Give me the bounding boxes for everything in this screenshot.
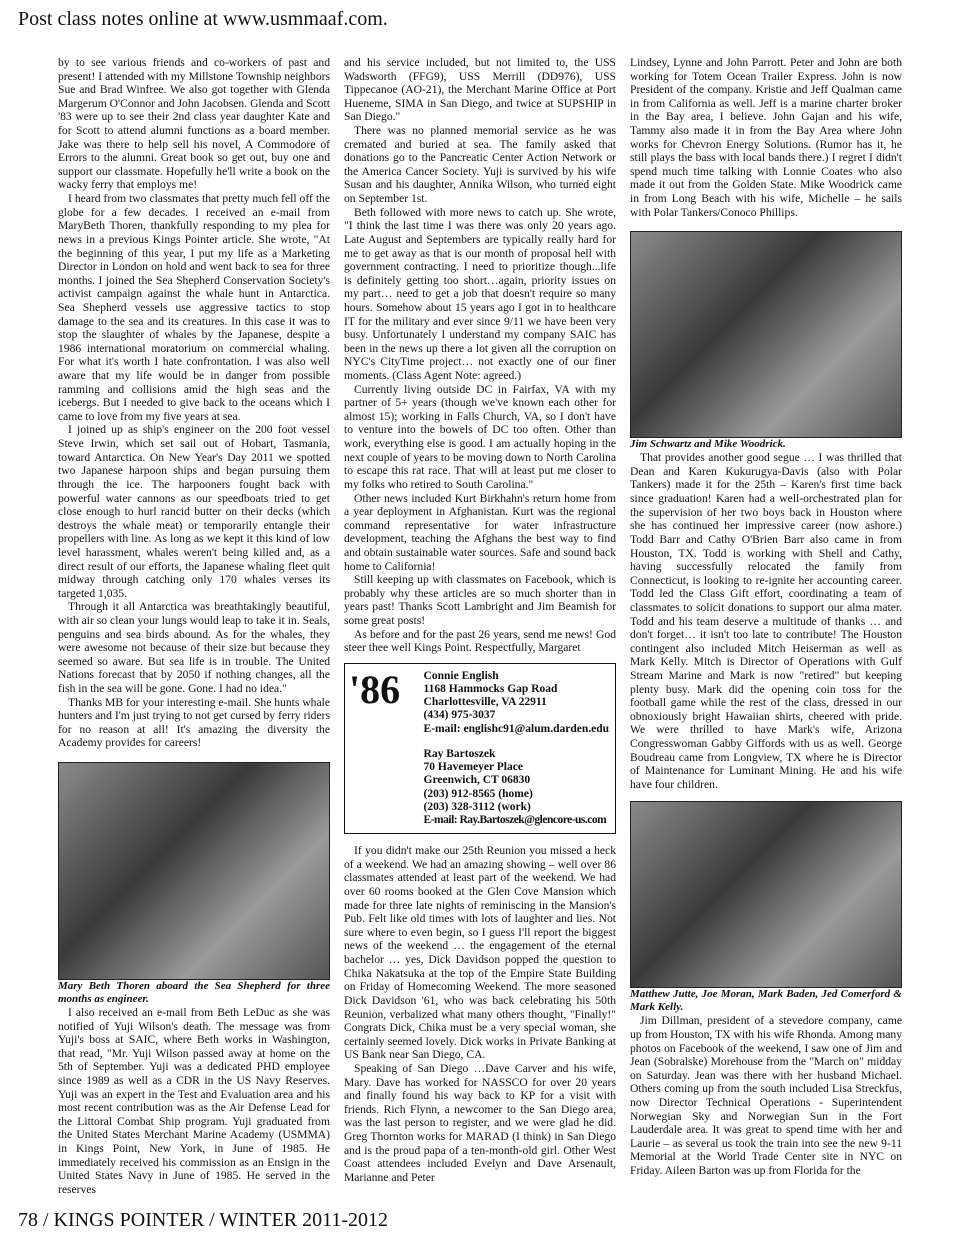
- class-agent-box: [344, 663, 616, 834]
- paragraph: Other news included Kurt Birkhahn's return home from a year deployment in Afghanistan. Kurt was the regional command representative for water infrastructure development, teaching the Afghans the best way to find and obtain sustainable water sources. Safe and sound back home to California!: [344, 491, 616, 573]
- photo-mary-beth-thoren: [58, 762, 330, 980]
- paragraph: If you didn't make our 25th Reunion you missed a heck of a weekend. We had an amazing showing – well over 86 classmates attended at least part of the weekend. We had over 60 rooms booked at the Glen Cove Mansion which made for three late nights of reminiscing in the Mansion's Pub. Felt like old times with lots of laughter and lies. Not sure where to even begin, so I guess I'll report the biggest news of the weekend … the engagement of the eternal bachelor … yes, Dick Davidson popped the question to Chika Nakatsuka at the top of the Empire State Building on Friday of Homecoming Weekend. The more seasoned Dick Davidson '61, who was back celebrating his 50th Reunion, verbalized what many others thought, "Finally!" Congrats Dick, Chika must be a very special woman, she certainly seemed lovely. Dick works in Private Banking at US Bank near San Diego, CA.: [344, 844, 616, 1062]
- paragraph: As before and for the past 26 years, send me news! God steer thee well Kings Point. Respectfully, Margaret: [344, 627, 616, 655]
- spacer: [424, 736, 609, 748]
- class-year: '86: [349, 666, 401, 712]
- paragraph: Through it all Antarctica was breathtakingly beautiful, with air so clean your lungs would leap to take it in. Seals, penguins and sea birds abound. As for the whales, they were awesome not because of their size but because they seemed so aware. But sea life is in trouble. The United Nations forecast that by 2050 if nothing changes, all the fish in the sea will be gone. Gone. I had no idea.": [58, 600, 330, 696]
- paragraph: That provides another good segue … I was thrilled that Dean and Karen Kukurugya-Davis (also with Polar Tankers) made it for the 25th – Karen's first time back since graduation! Karen had a well-orchestrated plan for the supervision of her two boys back in Houston where she has continued her impressive career (now ashore.) Todd Barr and Cathy O'Brien Barr also came in from Houston, TX. Todd is working with Shell and Cathy, having successfully relocated the family from Connecticut, is looking to re-ignite her accounting career. Todd led the Class Gift effort, coordinating a team of classmates to solicit donations to support our alma mater. Todd and his team deserve a multitude of thanks … and don't forget… it isn't too late to contribute! The Houston contingent also included Mitch Heiserman as well as Mark Kelly. Mitch is Director of Operations with Gulf Stream Marine and Mark is now "retired" but keeping plenty busy. Mark did the opening coin toss for the football game while the rest of the class, dressed in our obnoxiously bright Hawaiian shirts, cheered with pride. We were thrilled to have Mark's wife, Arizona Congresswoman Gabby Giffords with us as well. George Boudreau came from Longview, TX where he is Director of Maintenance for Luminant Mining. He and his wife have four children.: [630, 451, 902, 791]
- paragraph: and his service included, but not limited to, the USS Wadsworth (FFG9), USS Merrill (DD976), USS Tippecanoe (AO-21), the Merchant Marine Office at Port Hueneme, SIMA in San Diego, and twice at SUPSHIP in San Diego.": [344, 56, 616, 124]
- photo-classmates-group: [630, 801, 902, 988]
- contact-line: 70 Havemeyer Place: [423, 761, 523, 774]
- contact-email: E-mail: englishc91@alum.darden.edu: [423, 722, 609, 735]
- page-header: Post class notes online at www.usmmaaf.com.: [18, 8, 388, 30]
- photo-schwartz-woodrick: [630, 231, 902, 438]
- column-2: [344, 56, 616, 1184]
- paragraph: There was no planned memorial service as he was cremated and buried at sea. The family asked that donations go to the Pancreatic Center Action Network or the America Cancer Society. Yuji is survived by his wife Susan and his daughter, Annika Wilson, who turned eight on September 1st.: [344, 124, 616, 206]
- paragraph: Beth followed with more news to catch up. She wrote, "I think the last time I was there was only 20 years ago. Late August and Septembers are typically really hard for me to get away as that is our month of proposal hell with government contracting. I need to prioritize though...life is definitely getting too short…again, priority issues on my part… need to get a job that doesn't require so many hours. Somehow about 15 years ago I got in to healthcare IT for the military and ever since 9/11 we have been very busy. Unfortunately I understand my company SAIC has been in the news up there a lot given all the corruption on NYC's CityTime project… not exactly one of our finer moments. (Class Agent Note: agreed.): [344, 205, 616, 383]
- contact-info: [424, 670, 609, 827]
- contact-line: Ray Bartoszek: [423, 747, 496, 760]
- paragraph: I joined up as ship's engineer on the 200 foot vessel Steve Irwin, which set sail out of Hobart, Tasmania, toward Antarctica. On New Year's Day 2011 we spotted two Japanese harpoon ships and began pursuing them through the ice. The harpooners fought back with powerful water cannons as our speedboats tried to get close enough to hurl rancid butter on their decks (which destroys the whale meat) or temporarily entangle their propellers with line. As long as we kept it this kind of low level harassment, whales weren't being killed and, as a direct result of our efforts, the Japanese whaling fleet quit midway through catching only 170 whales verses its targeted 1,035.: [58, 423, 330, 600]
- photo-caption: Matthew Jutte, Joe Moran, Mark Baden, Jed Comerford & Mark Kelly.: [630, 988, 902, 1014]
- paragraph: by to see various friends and co-workers of past and present! I attended with my Millstone Township neighbors Sue and Brad Winfree. We also got together with Glenda Margerum O'Connor and John Jacobsen. Glenda and Scott '83 were up to see their 2nd class year daughter Kate and for Scott to attend alumni functions as a board member. Jake was there to help sell his novel, A Commodore of Errors to the alumni. Great book so get out, buy one and support our classmate. Hopefully he'll write a book on the wacky ferry that employs me!: [58, 56, 330, 192]
- photo-caption: Mary Beth Thoren aboard the Sea Shepherd for three months as engineer.: [58, 980, 330, 1005]
- paragraph: Still keeping up with classmates on Facebook, which is probably why these articles are so much shorter than in years past! Thanks Scott Lambright and Jim Beamish for some great posts!: [344, 573, 616, 627]
- paragraph: Thanks MB for your interesting e-mail. She hunts whale hunters and I'm just trying to not get cursed by ferry riders for no reason at all! It's amazing the diversity the Academy provides for careers!: [58, 695, 330, 750]
- contact-line: 1168 Hammocks Gap Road: [423, 683, 558, 696]
- contact-email: E-mail: Ray.Bartoszek@glencore-us.com: [423, 814, 607, 826]
- paragraph: I heard from two classmates that pretty much fell off the globe for a few decades. I received an e-mail from MaryBeth Thoren, thankfully responding to my plea for news in a previous Kings Pointer article. She wrote, "At the beginning of this year, I put my life as a Marketing Director in London on hold and went back to sea for three months. I joined the Sea Shepherd Conservation Society's activist campaign against the whale hunt in Antarctica. Sea Shepherd vessels use aggressive tactics to stop damage to the sea and its creatures. In this case it was to stop the slaughter of whales by the Japanese, despite a 1986 international moratorium on commercial whaling. For what it's worth I hate confrontation. I was also well aware that my life would be in danger from possible ramming and collisions amid the high seas and the icebergs. But I needed to give back to the oceans which I came to love from my five years at sea.: [58, 192, 330, 423]
- column-1: [58, 56, 330, 1196]
- column-3: [630, 56, 902, 1178]
- paragraph: Lindsey, Lynne and John Parrott. Peter and John are both working for Totem Ocean Trailer Express. John is now President of the company. Kristie and Jeff Qualman came in from California as well. Jeff is a marine charter broker in the Bay area, I believe. John Gajan and his wife, Tammy also made it in from the Bay Area where John works for Chevron Energy Solutions. (Rumor has it, he still plays the bass with local bands there.) I regret I didn't spend much time talking with Lonnie Coates who also made it out from the Golden State. Mike Woodrick came in from Long Beach with his wife, Michelle – he sails with Polar Tankers/Conoco Phillips.: [630, 56, 902, 219]
- contact-line: Charlottesville, VA 22911: [423, 696, 547, 709]
- paragraph: Speaking of San Diego …Dave Carver and his wife, Mary. Dave has worked for NASSCO for over 20 years and finally found his way back to KP for a visit with friends. Rich Flynn, a newcomer to the San Diego area, was the last person to register, and we were glad he did. Greg Thornton works for MARAD (I think) in San Diego and is the proud papa of a ten-month-old girl. Other West Coast attendees included Evelyn and Dave Arsenault, Marianne and Peter: [344, 1061, 616, 1184]
- paragraph: Jim Dillman, president of a stevedore company, came up from Houston, TX with his wife Rhonda. Among many photos on Facebook of the weekend, I saw one of Jim and Jean (Sobralske) Morehouse from the "March on" midday on Saturday. Jean was there with her husband Michael. Others coming up from the south included Lisa Streckfus, now Director Technical Operations - Superintendent Norwegian Sky and Norwegian Sun in the Fort Lauderdale area. It was great to spend time with her and Laurie – as several us took the train into see the new 9-11 Memorial at the World Trade Center site in NYC on Friday. Aileen Barton was up from Florida for the: [630, 1014, 902, 1178]
- photo-caption: Jim Schwartz and Mike Woodrick.: [630, 438, 786, 451]
- contact-line: (203) 912-8565 (home): [423, 787, 533, 800]
- contact-line: Connie English: [423, 669, 499, 682]
- page-footer: 78 / KINGS POINTER / WINTER 2011-2012: [18, 1209, 388, 1231]
- contact-line: (203) 328-3112 (work): [423, 800, 531, 813]
- contact-line: Greenwich, CT 06830: [423, 774, 531, 787]
- paragraph: I also received an e-mail from Beth LeDuc as she was notified of Yuji Wilson's death. The message was from Yuji's boss at SAIC, where Beth works in Washington, that read, "Mr. Yuji Wilson passed away at home on the 5th of September. Yuji was a dedicated PHD employee since 1989 as well as a CDR in the US Navy Reserves. Yuji was an expert in the Test and Evaluation area and his most recent contribution was as the Air Defense Lead for the Littoral Combat Ship program. Yuji graduated from the United States Merchant Marine Academy (USMMA) in Kings Point, New York, in June of 1985. He immediately received his commission as an Ensign in the United States Navy in June of 1985. He served in the reserves: [58, 1005, 330, 1196]
- contact-line: (434) 975-3037: [423, 709, 496, 722]
- paragraph: Currently living outside DC in Fairfax, VA with my partner of 5+ years (though we've known each other for almost 15); working in Falls Church, VA, so I don't have to venture into the bowels of DC too often. Other than work, everything else is good. I am actually hoping in the next couple of years to be moving down to North Carolina to escape this rat race. That will at least put me closer to my folks who retired to South Carolina.": [344, 382, 616, 491]
